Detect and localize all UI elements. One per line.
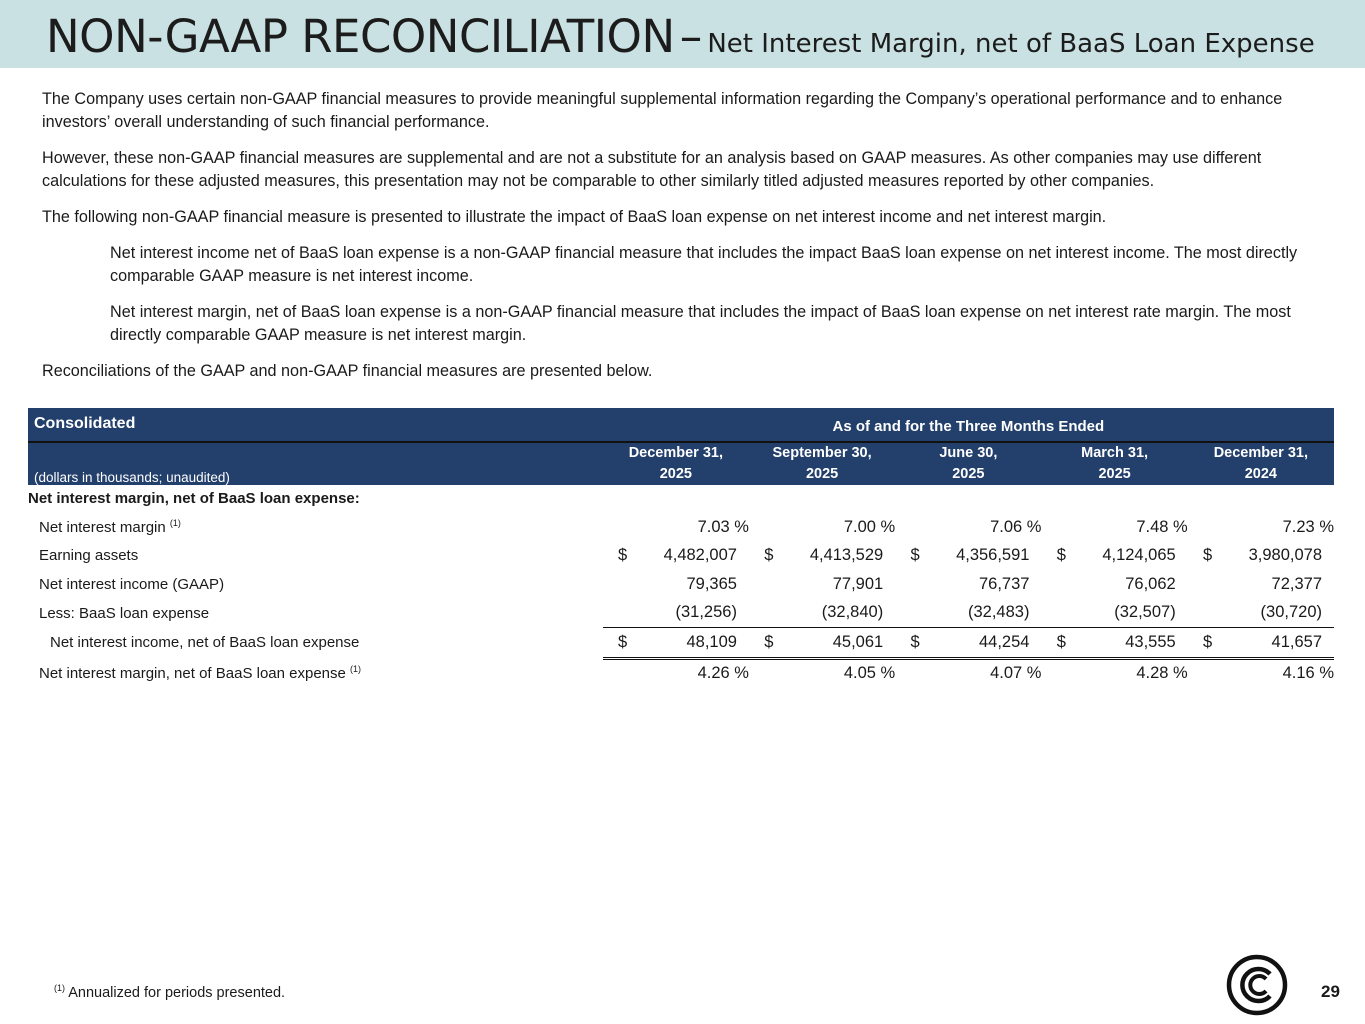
row-label: Net interest income (GAAP) bbox=[39, 575, 225, 593]
intro-paragraph-3: The following non-GAAP financial measure is presented to illustrate the impact of BaaS loan expense on net interest income and net interest margin. bbox=[42, 208, 1107, 226]
page-title bbox=[46, 10, 1315, 63]
table-row bbox=[28, 599, 1334, 628]
row-label: Less: BaaS loan expense bbox=[39, 604, 210, 622]
page-number: 29 bbox=[1321, 982, 1340, 1001]
table-cell: 4,482,007 bbox=[663, 546, 737, 565]
table-cell: 41,657 bbox=[1224, 628, 1334, 659]
company-logo-icon bbox=[1226, 954, 1288, 1016]
row-label: Earning assets bbox=[39, 547, 139, 565]
column-header: December 31, 2025 bbox=[603, 442, 749, 485]
table-cell: 43,555 bbox=[1078, 628, 1188, 659]
table-cell: 76,062 bbox=[1125, 574, 1176, 593]
table-cell: (32,483) bbox=[932, 599, 1042, 628]
table-cell: (32,840) bbox=[785, 599, 895, 628]
table-row bbox=[28, 658, 1334, 688]
period-header: As of and for the Three Months Ended bbox=[603, 408, 1334, 442]
column-header: June 30, 2025 bbox=[895, 442, 1041, 485]
table-cell: 7.48 % bbox=[1136, 517, 1188, 536]
table-cell: 7.06 % bbox=[990, 517, 1042, 536]
reconciliation-table bbox=[28, 408, 1334, 688]
table-row bbox=[28, 513, 1334, 542]
intro-text bbox=[42, 88, 1332, 396]
table-cell: 7.23 % bbox=[1282, 517, 1334, 536]
table-cell: 44,254 bbox=[932, 628, 1042, 659]
intro-paragraph-5: Net interest margin, net of BaaS loan expense is a non-GAAP financial measure that includes the impact of BaaS loan expense on net interest rate margin. The most directly comparable GAAP measure is net interest margin. bbox=[110, 303, 1291, 344]
table-cell: (32,507) bbox=[1078, 599, 1188, 628]
section-row bbox=[28, 485, 1334, 514]
title-subtitle: Net Interest Margin, net of BaaS Loan Expense bbox=[707, 29, 1315, 59]
column-header: December 31, 2024 bbox=[1188, 442, 1334, 485]
section-label: Net interest margin, net of BaaS loan expense: bbox=[28, 490, 360, 508]
column-header: March 31, 2025 bbox=[1041, 442, 1187, 485]
table-cell: 4,356,591 bbox=[956, 546, 1030, 565]
table-row: Net interest income, net of BaaS loan expense $ 48,109 $ 45,061 $ 44,254 $ 43,555 $ 41,657 bbox=[28, 628, 1334, 659]
consolidated-label: Consolidated bbox=[28, 408, 603, 442]
table-cell: 4,124,065 bbox=[1102, 546, 1176, 565]
table-cell: 79,365 bbox=[686, 574, 737, 593]
units-label: (dollars in thousands; unaudited) bbox=[28, 442, 603, 485]
table-cell: 4.28 % bbox=[1136, 664, 1188, 683]
row-label: Net interest margin $^{(1)}$ bbox=[39, 518, 181, 537]
table-cell: 4.26 % bbox=[697, 664, 749, 683]
table-cell: (30,720) bbox=[1224, 599, 1334, 628]
table-cell: 4.05 % bbox=[843, 664, 896, 683]
title-main: NON-GAAP RECONCILIATION bbox=[46, 10, 675, 63]
table-cell: 45,061 bbox=[785, 628, 895, 659]
intro-paragraph-1: The Company uses certain non-GAAP financial measures to provide meaningful supplemental information regarding the Company’s operational performance and to enhance investors’ overall understanding of such financial performance. bbox=[42, 90, 1283, 131]
table-cell: 4.16 % bbox=[1282, 664, 1334, 683]
table-cell: 7.00 % bbox=[843, 517, 896, 536]
intro-paragraph-6: Reconciliations of the GAAP and non-GAAP financial measures are presented below. bbox=[42, 362, 653, 380]
table-row bbox=[28, 570, 1334, 599]
footnote: $^{(1)}$ Annualized for periods presented. bbox=[54, 983, 286, 1001]
intro-paragraph-4: Net interest income net of BaaS loan expense is a non-GAAP financial measure that includes the impact BaaS loan expense on net interest income. The most directly comparable GAAP measure is net interest income. bbox=[110, 244, 1298, 285]
table-cell: (31,256) bbox=[639, 599, 749, 628]
row-label: Net interest income, net of BaaS loan expense bbox=[50, 634, 360, 652]
table-row: Earning assets $ 4,482,007 $ 4,413,529 $ 4,356,591 $ 4,124,065 $ 3,980,078 bbox=[28, 542, 1334, 571]
title-dash: – bbox=[679, 10, 703, 63]
table-cell: 4.07 % bbox=[990, 664, 1042, 683]
table-cell: 77,901 bbox=[832, 574, 884, 593]
table-cell: 3,980,078 bbox=[1248, 546, 1322, 565]
table-cell: 7.03 % bbox=[697, 517, 749, 536]
table-cell: 72,377 bbox=[1271, 574, 1322, 593]
table-cell: 4,413,529 bbox=[809, 546, 884, 565]
row-label: Net interest margin, net of BaaS loan expense $^{(1)}$ bbox=[39, 664, 362, 682]
intro-paragraph-2: However, these non-GAAP financial measures are supplemental and are not a substitute for an analysis based on GAAP measures. As other companies may use different calculations for these adjusted measures, this presentation may not be comparable to other similarly titled adjusted measures reported by other companies. bbox=[42, 149, 1262, 190]
table-header-row bbox=[28, 408, 1334, 442]
table-cell: 48,109 bbox=[639, 628, 749, 659]
column-header-row bbox=[28, 442, 1334, 485]
column-header: September 30, 2025 bbox=[749, 442, 895, 485]
table-cell: 76,737 bbox=[979, 574, 1030, 593]
